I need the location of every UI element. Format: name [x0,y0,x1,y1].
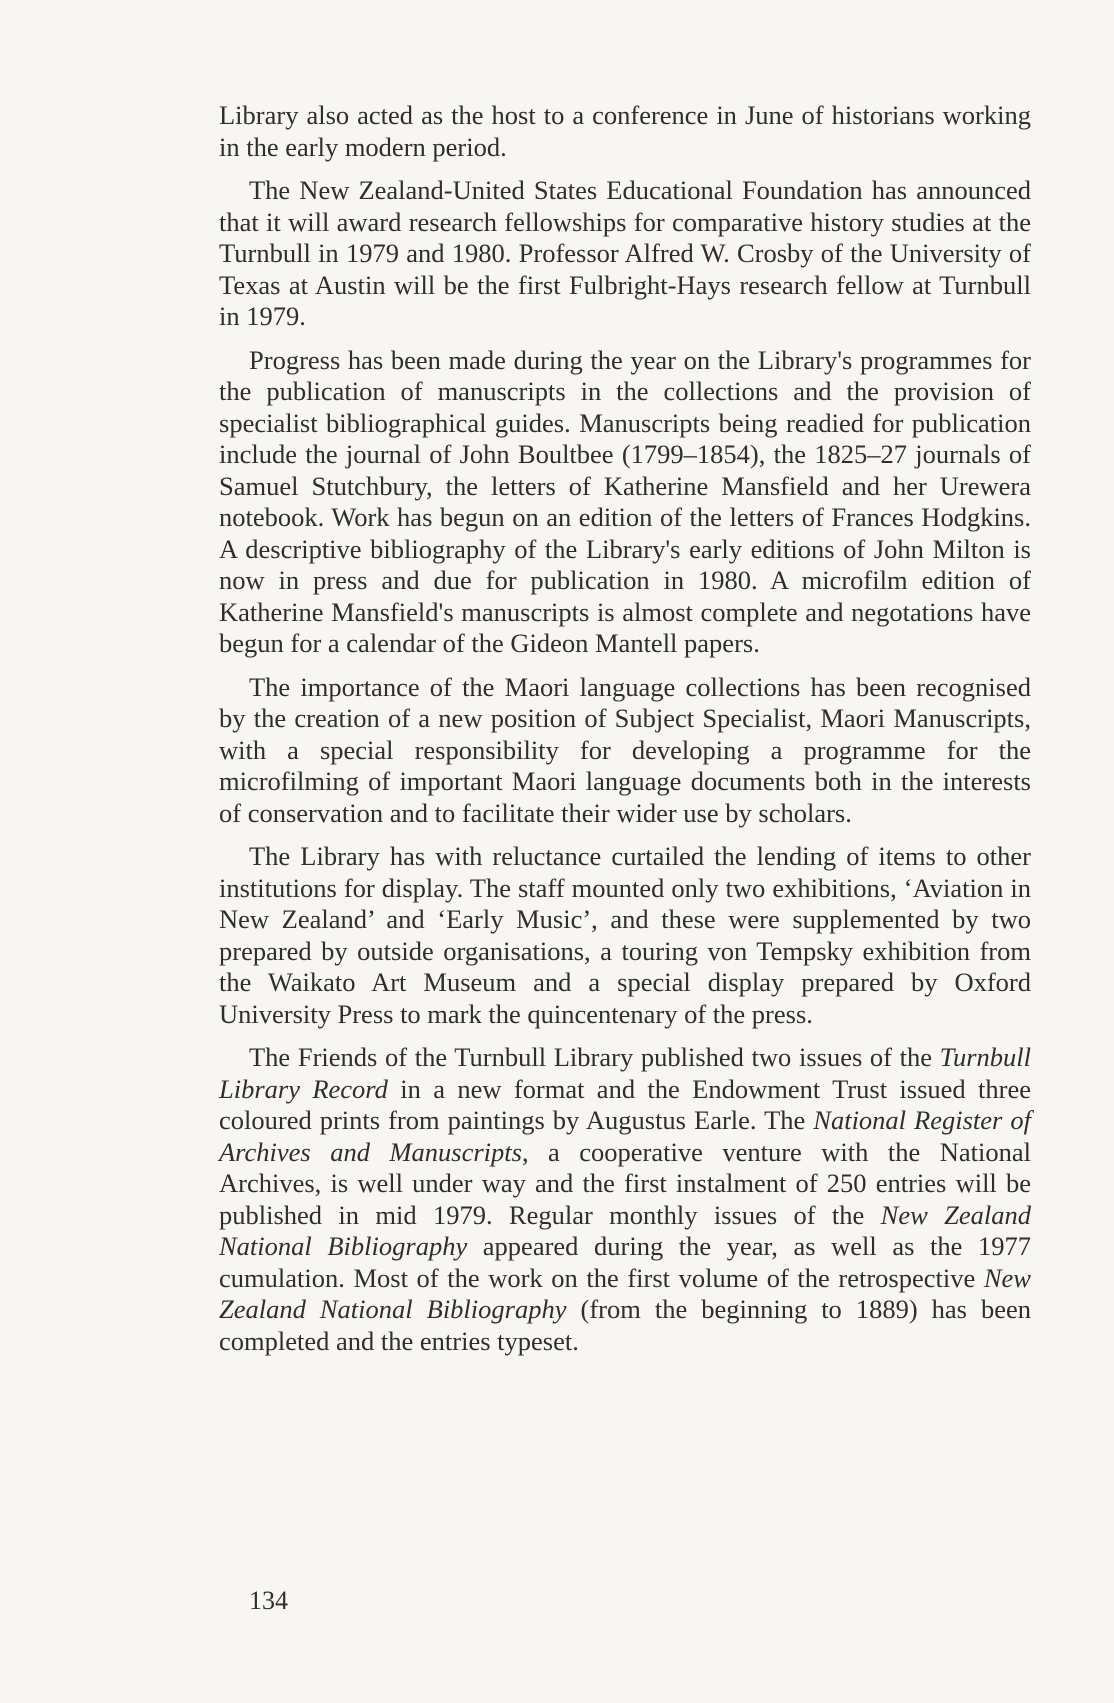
page-number: 134 [249,1586,288,1615]
paragraph [219,175,1031,333]
paragraph [219,100,1031,163]
paragraph-text: (from the beginning to 1889) has been completed and the entries typeset. [219,1294,1031,1356]
italic-title: National Register of Archives and Manuscripts [219,1105,1031,1167]
body-text [219,100,1031,1369]
paragraph [219,1042,1031,1357]
paragraph-text: The Friends of the Turnbull Library published two issues of the [249,1042,940,1072]
paragraph-text: The Library has with reluctance curtailed the lending of items to other institutions for display. The staff mounted only two exhibitions, ‘Aviation in New Zealand’ and ‘Early Music’, and these were supplemented by two prepared by outside organisations, a touring von Tempsky exhibition from the Waikato Art Museum and a special display prepared by Oxford University Press to mark the quincentenary of the press. [219,841,1031,1029]
paragraph-text: The importance of the Maori language collections has been recognised by the creation of a new position of Subject Specialist, Maori Manuscripts, with a special responsibility for developing a programme for the microfilming of important Maori language documents both in the interests of conservation and to facilitate their wider use by scholars. [219,671,1031,828]
paragraph [219,345,1031,660]
paragraph [219,841,1031,1030]
paragraph-text: Progress has been made during the year on the Library's programmes for the publication of manuscripts in the collections and the provision of specialist bibliographical guides. Manuscripts being readied for publication include the journal of John Boultbee (1799–1854), the 1825–27 journals of Samuel Stutchbury, the letters of Katherine Mansfield and her Urewera notebook. Work has begun on an edition of the letters of Frances Hodgkins. A descriptive bibliography of the Library's early editions of John Milton is now in press and due for publication in 1980. A microfilm edition of Katherine Mansfield's manuscripts is almost complete and negotations have begun for a calendar of the Gideon Mantell papers. [219,344,1031,658]
paragraph-text: , a cooperative venture with the National Archives, is well under way and the first instalment of 250 entries will be published in mid 1979. Regular monthly issues of the [219,1136,1031,1230]
paragraph [219,672,1031,830]
paragraph-text: Library also acted as the host to a conference in June of historians working in the early modern period. [219,100,1031,162]
paragraph-text: in a new format and the Endowment Trust issued three coloured prints from paintings by Augustus Earle. The [219,1073,1031,1135]
paragraph-text: appeared during the year, as well as the 1977 cumulation. Most of the work on the first volume of the retrospective [219,1231,1031,1293]
italic-title: Turnbull Library Record [219,1042,1031,1104]
italic-title: New Zealand National Bibliography [219,1199,1031,1261]
paragraph-text: The New Zealand-United States Educational Foundation has announced that it will award research fellowships for comparative history studies at the Turnbull in 1979 and 1980. Professor Alfred W. Crosby of the University of Texas at Austin will be the first Fulbright-Hays research fellow at Turnbull in 1979. [219,175,1031,331]
italic-title: New Zealand National Bibliography [219,1262,1031,1324]
